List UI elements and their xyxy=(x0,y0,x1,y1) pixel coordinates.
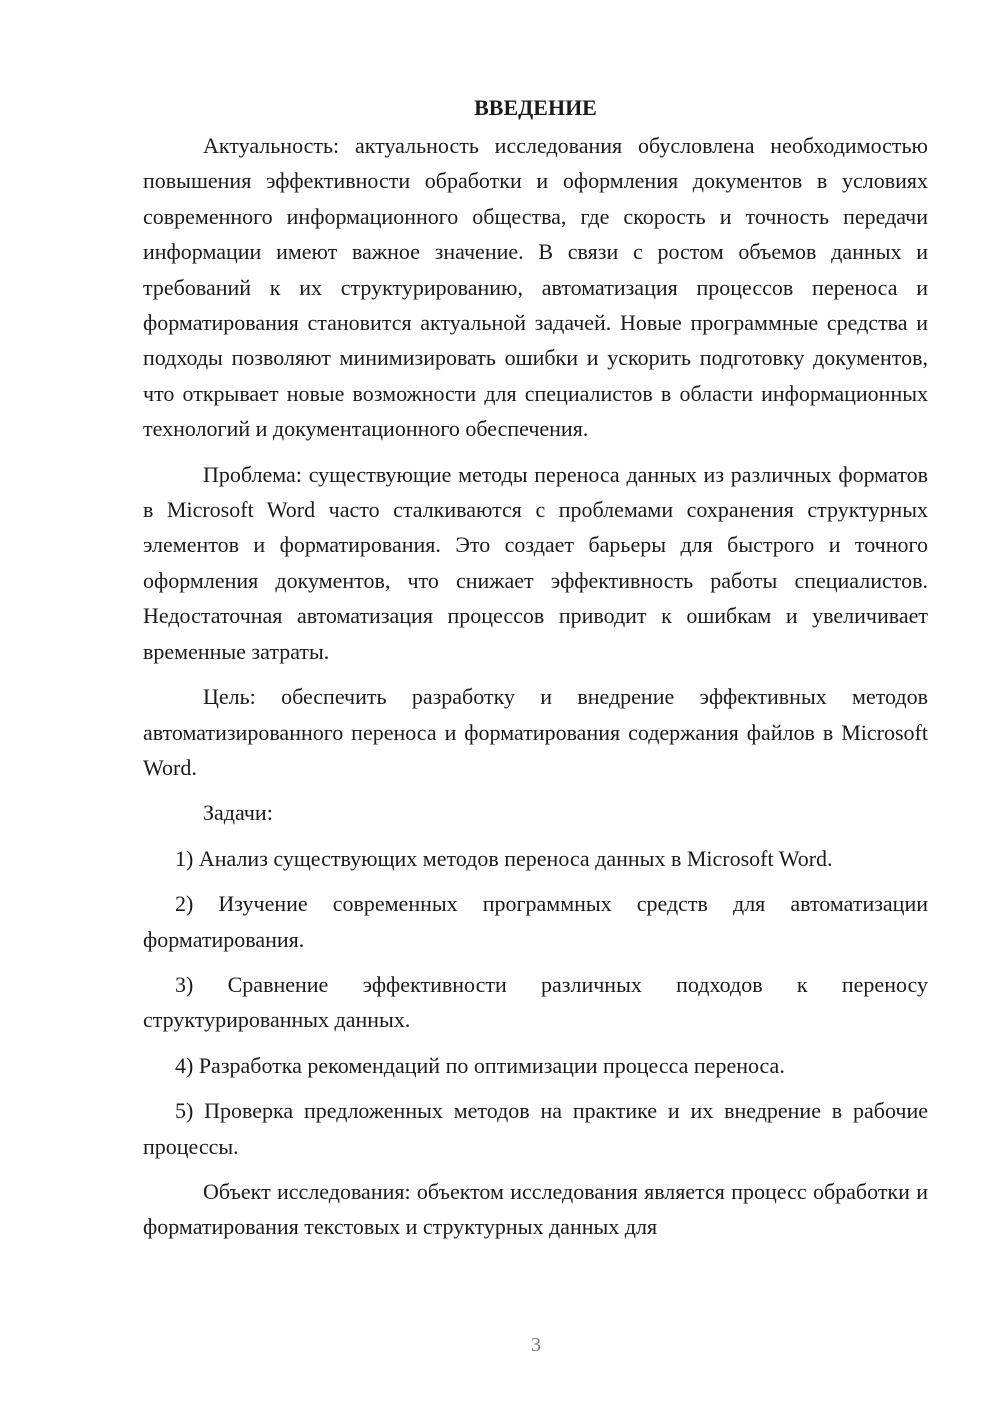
list-item: 5) Проверка предложенных методов на практике и их внедрение в рабочие процессы. xyxy=(143,1098,928,1159)
document-page xyxy=(143,92,928,1255)
paragraph-problem: Проблема: существующие методы переноса данных из различных форматов в Microsoft Word часто сталкиваются с проблемами сохранения структурных элементов и форматирования. Это создает барьеры для быстрого и точного оформления документов, что снижает эффективность работы специалистов. Недостаточная автоматизация процессов приводит к ошибкам и увеличивает временные затраты. xyxy=(143,461,928,664)
paragraph-object: Объект исследования: объектом исследования является процесс обработки и форматирования текстовых и структурных данных для xyxy=(143,1178,928,1240)
list-item: 1) Анализ существующих методов переноса данных в Microsoft Word. xyxy=(175,845,833,871)
tasks-list xyxy=(143,841,928,1164)
list-item: 3) Сравнение эффективности различных подходов к переносу структурированных данных. xyxy=(143,971,928,1033)
list-item: 4) Разработка рекомендаций по оптимизации процесса переноса. xyxy=(175,1052,785,1078)
paragraph-goal: Цель: обеспечить разработку и внедрение эффективных методов автоматизированного переноса и форматирования содержания файлов в Microsoft Word. xyxy=(143,684,928,780)
list-item: 2) Изучение современных программных средств для автоматизации форматирования. xyxy=(143,891,928,952)
page-title: ВВЕДЕНИЕ xyxy=(474,95,597,120)
tasks-label: Задачи: xyxy=(203,800,273,826)
page-number: 3 xyxy=(531,1334,541,1356)
paragraph-relevance: Актуальность: актуальность исследования обусловлена необходимостью повышения эффективности обработки и оформления документов в условиях современного информационного общества, где скорость и точность передачи информации имеют важное значение. В связи с ростом объемов данных и требований к их структурированию, автоматизация процессов переноса и форматирования становится актуальной задачей. Новые программные средства и подходы позволяют минимизировать ошибки и ускорить подготовку документов, что открывает новые возможности для специалистов в области информационных технологий и документационного обеспечения. xyxy=(143,133,928,442)
